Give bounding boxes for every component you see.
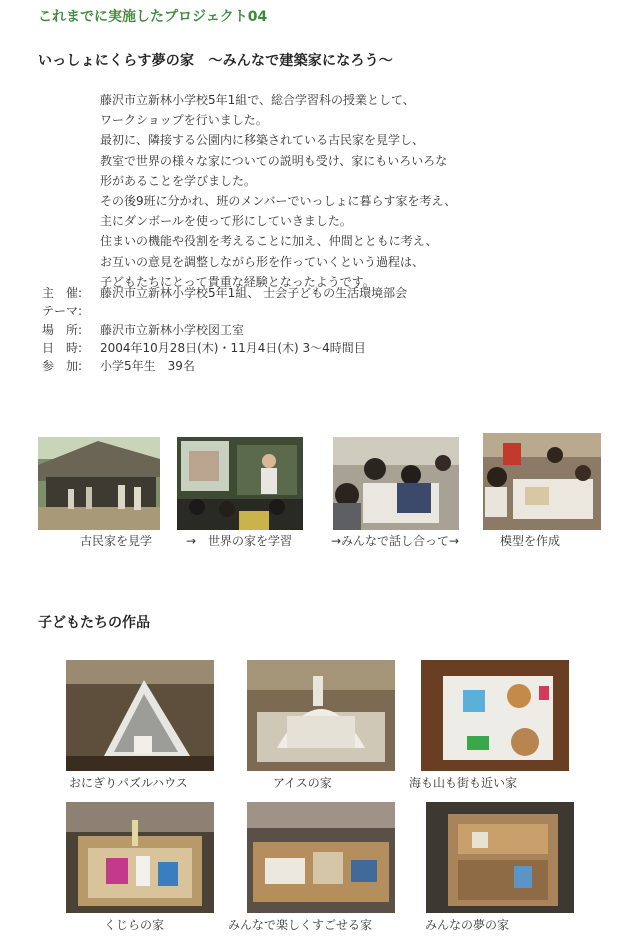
info-row-organizer <box>42 284 407 302</box>
works-heading: 子どもたちの作品 <box>38 615 150 631</box>
info-label: 日 時: <box>42 340 83 355</box>
work-caption-2: アイスの家 <box>273 776 332 790</box>
work-photo-everyones-dream-house <box>426 802 574 913</box>
process-caption-4: 模型を作成 <box>500 534 561 548</box>
info-row-date <box>42 339 407 357</box>
project-title: いっしょにくらす夢の家 ～みんなで建築家になろう～ <box>38 53 393 69</box>
work-photo-whale-house <box>66 802 214 913</box>
process-caption-2: → 世界の家を学習 <box>186 534 293 548</box>
info-row-participants <box>42 357 407 375</box>
photo-group-discussion <box>333 437 459 530</box>
process-caption-1: 古民家を見学 <box>80 534 153 548</box>
description-line: 子どもたちにとって貴重な経験となったようです。 <box>100 274 375 289</box>
info-value: 藤沢市立新林小学校図工室 <box>100 322 245 337</box>
description-line: ワークショップを行いました。 <box>100 113 268 128</box>
work-caption-3: 海も山も街も近い家 <box>409 776 518 790</box>
info-label: 参 加: <box>42 359 83 374</box>
work-caption-6: みんなの夢の家 <box>425 918 510 932</box>
work-photo-fun-together-house <box>247 802 395 913</box>
project-description <box>100 90 520 292</box>
page-heading: これまでに実施したプロジェクト04 <box>38 9 268 25</box>
work-photo-ice-house <box>247 660 395 771</box>
description-line: 最初に、隣接する公園内に移築されている古民家を見学し、 <box>100 133 425 148</box>
photo-world-houses-lesson <box>177 437 303 530</box>
description-line: お互いの意見を調整しながら形を作っていくという過程は、 <box>100 254 425 269</box>
description-line: 形があることを学びました。 <box>100 173 257 188</box>
project-info <box>42 284 407 375</box>
info-label: 主 催: <box>42 286 83 300</box>
description-line: 教室で世界の様々な家についての説明も受け、家にもいろいろな <box>100 153 448 168</box>
work-photo-sea-mountain-town <box>421 660 569 771</box>
info-row-place <box>42 321 407 339</box>
description-line: 主にダンボールを使って形にしていきました。 <box>100 214 352 229</box>
info-row-theme <box>42 302 407 320</box>
photo-old-house <box>38 437 160 530</box>
info-label: テーマ: <box>42 304 83 319</box>
description-line: その後9班に分かれ、班のメンバーでいっしょに暮らす家を考え、 <box>100 194 457 209</box>
work-caption-5: みんなで楽しくすごせる家 <box>228 918 373 932</box>
description-line: 住まいの機能や役割を考えることに加え、仲間とともに考え、 <box>100 234 438 249</box>
info-value: 2004年10月28日(木)・11月4日(木) 3～4時間目 <box>100 340 366 355</box>
work-caption-4: くじらの家 <box>104 918 165 932</box>
work-caption-1: おにぎりパズルハウス <box>69 776 188 790</box>
photo-model-making <box>483 433 601 530</box>
work-photo-onigiri <box>66 660 214 771</box>
process-caption-3: →みんなで話し合って→ <box>331 534 460 548</box>
info-value: 藤沢市立新林小学校5年1組、 士会子どもの生活環境部会 <box>100 286 408 300</box>
info-label: 場 所: <box>42 322 83 337</box>
description-line: 藤沢市立新林小学校5年1組で、総合学習科の授業として、 <box>100 93 415 107</box>
info-value: 小学5年生 39名 <box>100 359 195 374</box>
